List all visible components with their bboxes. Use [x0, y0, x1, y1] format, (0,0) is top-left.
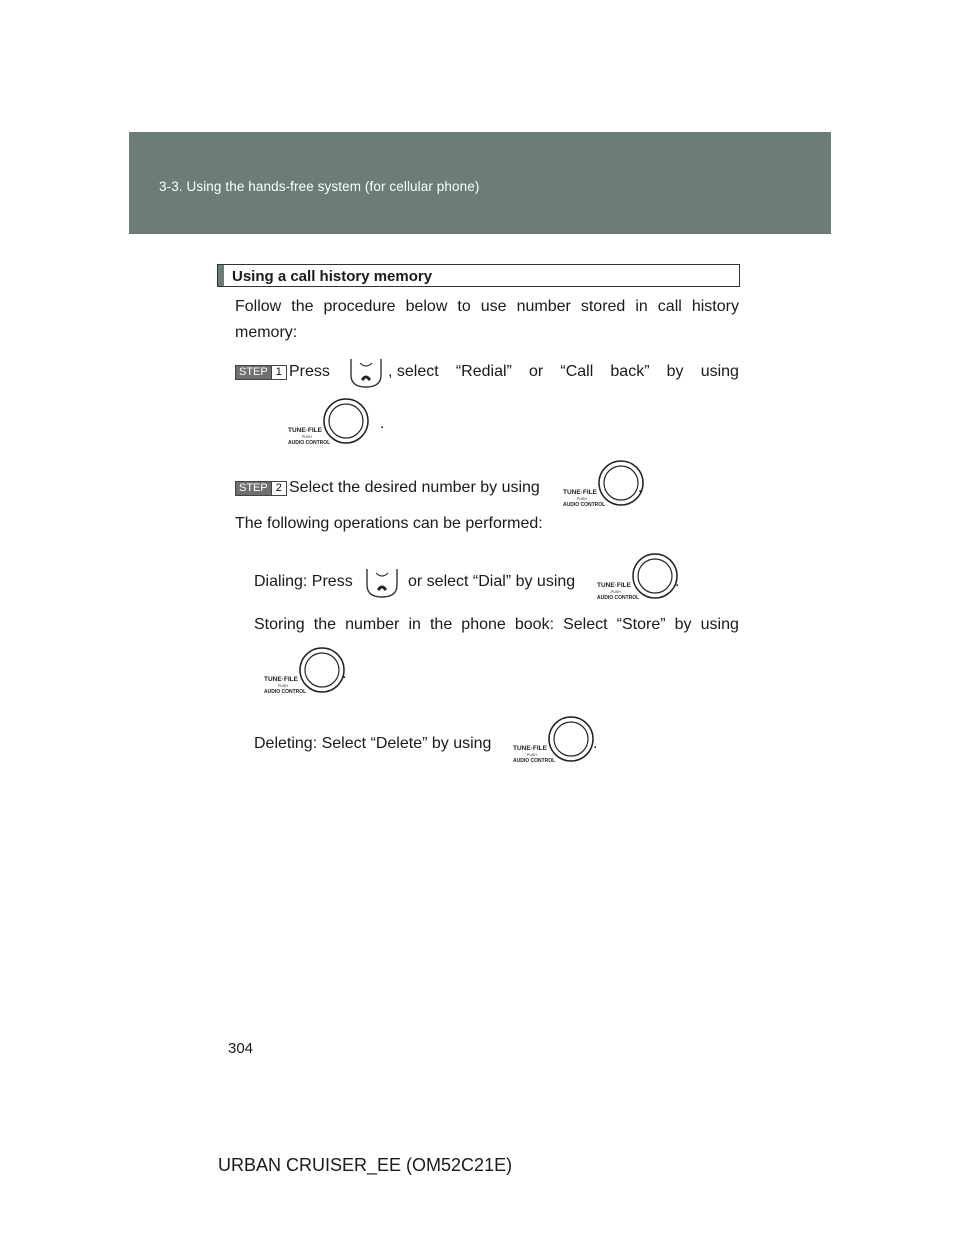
- knob-label-top: TUNE·FILE: [288, 427, 322, 434]
- intro-line-1: [235, 294, 739, 320]
- storing-end: .: [342, 665, 347, 682]
- step-2-end: .: [638, 479, 643, 496]
- knob-label-push: PUSH: [577, 497, 587, 501]
- tune-file-knob-icon: [286, 397, 374, 447]
- word: to: [457, 298, 471, 315]
- knob-label-push: PUSH: [527, 753, 537, 757]
- knob-label-top: TUNE·FILE: [597, 582, 631, 589]
- word: Select: [563, 616, 608, 633]
- operations-intro: The following operations can be performed:: [235, 515, 543, 532]
- knob-label-bottom: AUDIO CONTROL: [563, 502, 606, 508]
- deleting-end: .: [593, 735, 598, 752]
- word: in: [408, 616, 421, 633]
- phone-button-icon: [363, 567, 401, 599]
- manual-footer: URBAN CRUISER_EE (OM52C21E): [218, 1155, 513, 1175]
- knob-label-bottom: AUDIO CONTROL: [288, 440, 331, 446]
- phone-button-icon: [347, 357, 385, 389]
- deleting-text: Deleting: Select “Delete” by using: [254, 735, 492, 752]
- section-heading-bar: [218, 265, 224, 286]
- storing-line-1: [254, 612, 739, 638]
- step-1-press: Press: [289, 363, 330, 380]
- word: book:: [514, 616, 555, 633]
- tune-file-knob-icon: [262, 646, 350, 696]
- page-number: 304: [228, 1040, 254, 1057]
- word: the: [313, 616, 337, 633]
- step-1-end: .: [380, 415, 385, 432]
- dialing-end: .: [675, 573, 680, 590]
- knob-label-top: TUNE·FILE: [513, 745, 547, 752]
- step-1-text: [388, 359, 739, 385]
- word: “Redial”: [455, 363, 512, 380]
- knob-label-push: PUSH: [278, 684, 288, 688]
- step-label: STEP: [236, 366, 271, 379]
- knob-label-top: TUNE·FILE: [264, 676, 298, 683]
- word: or: [528, 363, 544, 380]
- word: back”: [610, 363, 650, 380]
- word: below: [405, 298, 448, 315]
- step-2-badge: [235, 481, 287, 496]
- section-title: Using a call history memory: [232, 268, 433, 285]
- word: Follow: [235, 298, 282, 315]
- word: procedure: [323, 298, 396, 315]
- word: number: [516, 298, 571, 315]
- step-label: STEP: [236, 482, 271, 495]
- word: use: [480, 298, 507, 315]
- word: stored: [580, 298, 626, 315]
- word: history: [691, 298, 739, 315]
- word: the: [291, 298, 314, 315]
- knob-label-top: TUNE·FILE: [563, 489, 597, 496]
- step-number: 1: [271, 366, 286, 379]
- knob-label-bottom: AUDIO CONTROL: [513, 758, 556, 764]
- tune-file-knob-icon: [561, 459, 649, 509]
- word: the: [429, 616, 453, 633]
- tune-file-knob-icon: [511, 715, 599, 765]
- word: “Store”: [616, 616, 666, 633]
- word: , select: [388, 363, 439, 380]
- dialing-text-b: or select “Dial” by using: [408, 573, 576, 590]
- knob-label-push: PUSH: [302, 435, 312, 439]
- section-heading: [217, 264, 740, 287]
- dialing-text-a: Dialing: Press: [254, 573, 353, 590]
- word: by: [666, 363, 684, 380]
- step-1-badge: [235, 365, 287, 380]
- knob-label-bottom: AUDIO CONTROL: [597, 595, 640, 601]
- word: in: [635, 298, 648, 315]
- knob-label-push: PUSH: [611, 590, 621, 594]
- knob-label-bottom: AUDIO CONTROL: [264, 689, 307, 695]
- chapter-title: 3-3. Using the hands-free system (for cellular phone): [159, 179, 480, 194]
- word: phone: [461, 616, 506, 633]
- step-2-text: Select the desired number by using: [289, 479, 540, 496]
- word: number: [345, 616, 400, 633]
- step-number: 2: [271, 482, 286, 495]
- word: using: [700, 363, 739, 380]
- chapter-header: [129, 132, 831, 234]
- word: call: [657, 298, 682, 315]
- intro-line-2: memory:: [235, 324, 298, 341]
- word: by: [674, 616, 692, 633]
- word: Storing: [254, 616, 305, 633]
- word: using: [700, 616, 739, 633]
- word: “Call: [560, 363, 594, 380]
- tune-file-knob-icon: [595, 552, 683, 602]
